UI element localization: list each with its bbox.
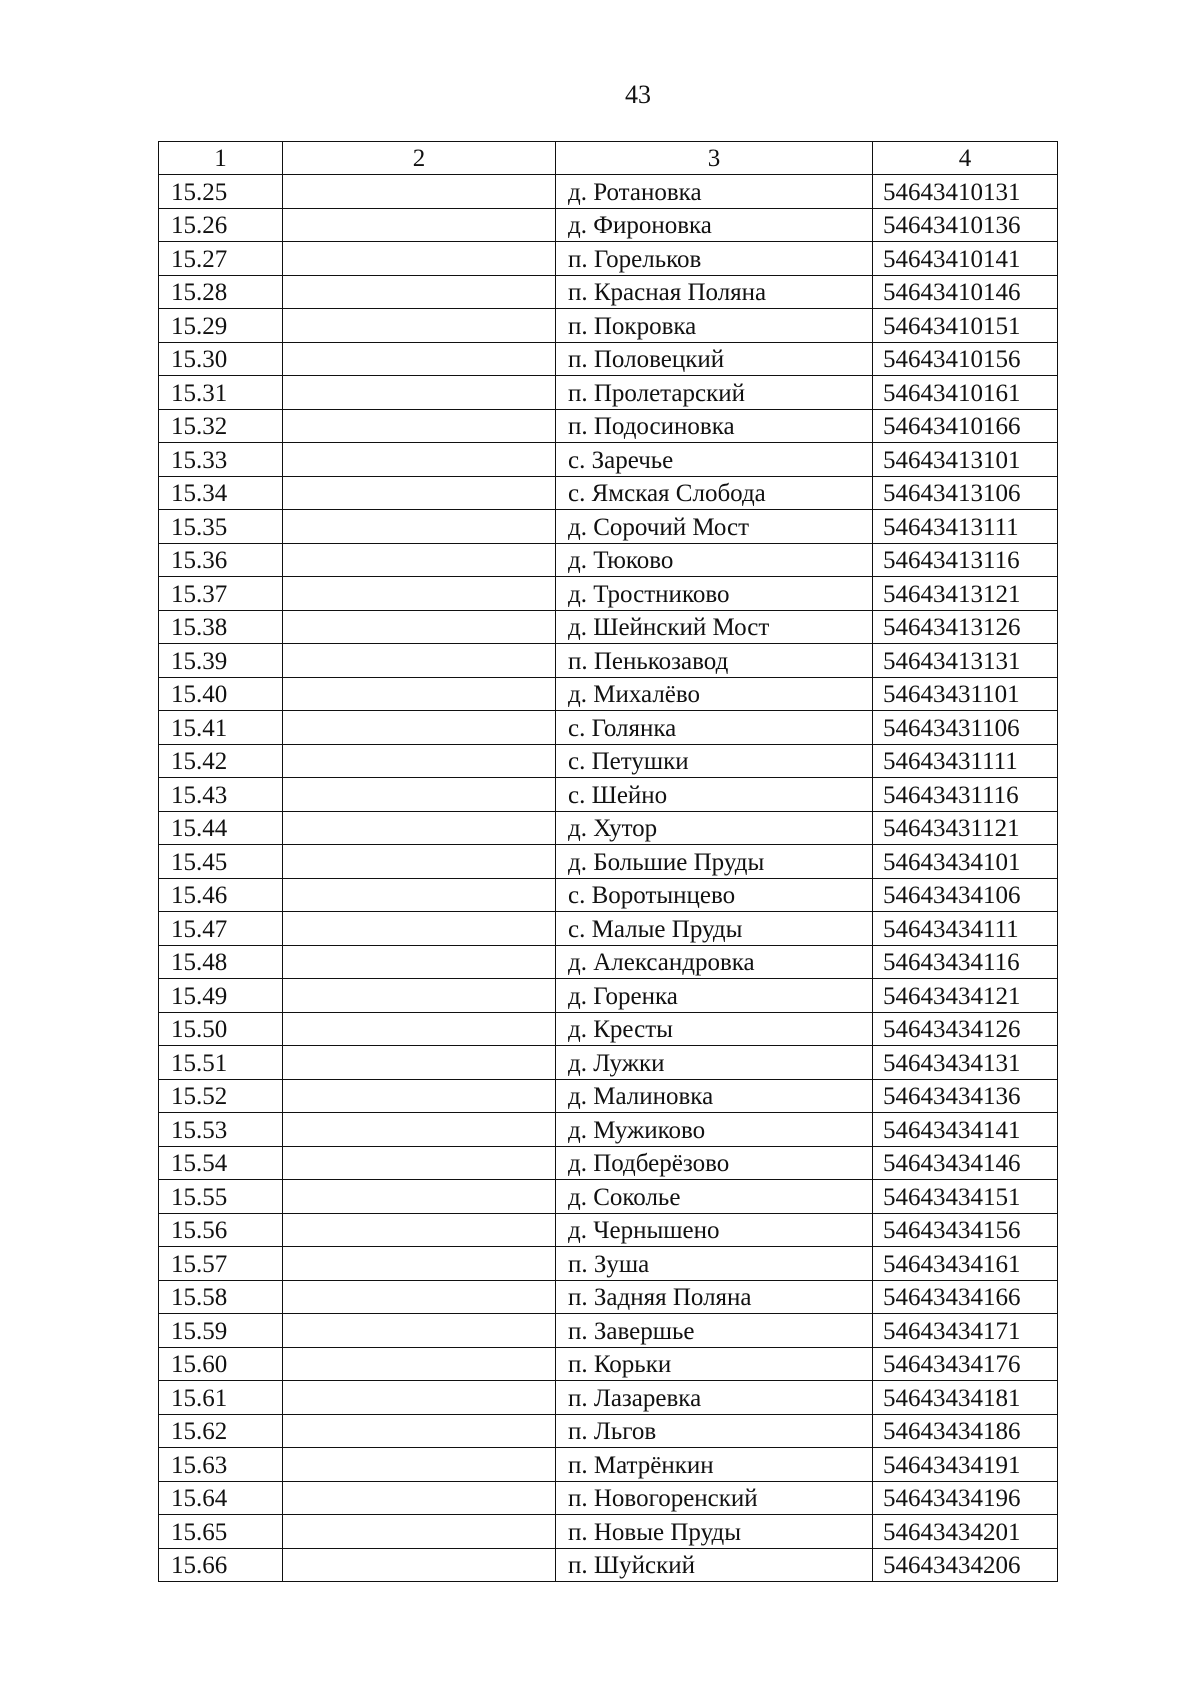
row-number: 15.28 — [159, 275, 283, 309]
row-name — [283, 543, 556, 577]
row-name — [283, 778, 556, 812]
row-number: 15.29 — [159, 309, 283, 343]
row-code: 54643434151 — [873, 1180, 1058, 1214]
row-code: 54643434146 — [873, 1146, 1058, 1180]
table-row — [159, 1213, 1058, 1247]
table-row — [159, 711, 1058, 745]
row-code: 54643413106 — [873, 476, 1058, 510]
row-settlement: п. Льгов — [556, 1414, 873, 1448]
row-number: 15.42 — [159, 744, 283, 778]
row-name — [283, 510, 556, 544]
row-number: 15.60 — [159, 1347, 283, 1381]
table-row — [159, 1314, 1058, 1348]
row-number: 15.47 — [159, 912, 283, 946]
row-settlement: с. Заречье — [556, 443, 873, 477]
row-name — [283, 443, 556, 477]
row-name — [283, 1347, 556, 1381]
row-number: 15.50 — [159, 1012, 283, 1046]
row-code: 54643434131 — [873, 1046, 1058, 1080]
row-name — [283, 1012, 556, 1046]
row-name — [283, 711, 556, 745]
table-row — [159, 342, 1058, 376]
row-number: 15.41 — [159, 711, 283, 745]
row-number: 15.61 — [159, 1381, 283, 1415]
row-name — [283, 376, 556, 410]
row-code: 54643434186 — [873, 1414, 1058, 1448]
settlement-table — [158, 141, 1058, 1582]
row-settlement: д. Ротановка — [556, 175, 873, 209]
row-code: 54643434156 — [873, 1213, 1058, 1247]
row-number: 15.32 — [159, 409, 283, 443]
row-settlement: д. Малиновка — [556, 1079, 873, 1113]
row-name — [283, 275, 556, 309]
row-name — [283, 1046, 556, 1080]
table-row — [159, 1481, 1058, 1515]
table-row — [159, 979, 1058, 1013]
row-name — [283, 1414, 556, 1448]
table-row — [159, 1146, 1058, 1180]
row-code: 54643434141 — [873, 1113, 1058, 1147]
row-settlement: д. Михалёво — [556, 677, 873, 711]
row-code: 54643434166 — [873, 1280, 1058, 1314]
row-settlement: п. Задняя Поляна — [556, 1280, 873, 1314]
column-header-4: 4 — [873, 142, 1058, 175]
table-body — [159, 175, 1058, 1582]
row-code: 54643413101 — [873, 443, 1058, 477]
table-row — [159, 376, 1058, 410]
row-number: 15.25 — [159, 175, 283, 209]
row-code: 54643434121 — [873, 979, 1058, 1013]
row-settlement: п. Лазаревка — [556, 1381, 873, 1415]
table-row — [159, 1548, 1058, 1582]
row-code: 54643434206 — [873, 1548, 1058, 1582]
row-code: 54643410161 — [873, 376, 1058, 410]
row-number: 15.36 — [159, 543, 283, 577]
row-number: 15.45 — [159, 845, 283, 879]
row-name — [283, 1113, 556, 1147]
table-row — [159, 610, 1058, 644]
row-name — [283, 1146, 556, 1180]
row-name — [283, 878, 556, 912]
row-number: 15.34 — [159, 476, 283, 510]
row-name — [283, 476, 556, 510]
row-settlement: с. Ямская Слобода — [556, 476, 873, 510]
row-code: 54643431116 — [873, 778, 1058, 812]
row-code: 54643434176 — [873, 1347, 1058, 1381]
row-settlement: д. Подберёзово — [556, 1146, 873, 1180]
row-settlement: п. Новые Пруды — [556, 1515, 873, 1549]
row-name — [283, 242, 556, 276]
row-number: 15.31 — [159, 376, 283, 410]
row-name — [283, 677, 556, 711]
row-name — [283, 1381, 556, 1415]
row-name — [283, 912, 556, 946]
row-name — [283, 1247, 556, 1281]
table-row — [159, 1180, 1058, 1214]
table-row — [159, 1347, 1058, 1381]
row-settlement: п. Покровка — [556, 309, 873, 343]
row-number: 15.30 — [159, 342, 283, 376]
row-name — [283, 811, 556, 845]
row-number: 15.48 — [159, 945, 283, 979]
row-code: 54643434171 — [873, 1314, 1058, 1348]
row-settlement: д. Кресты — [556, 1012, 873, 1046]
row-name — [283, 1213, 556, 1247]
row-code: 54643434161 — [873, 1247, 1058, 1281]
table-row — [159, 677, 1058, 711]
row-code: 54643431106 — [873, 711, 1058, 745]
row-settlement: с. Шейно — [556, 778, 873, 812]
row-number: 15.66 — [159, 1548, 283, 1582]
row-code: 54643413126 — [873, 610, 1058, 644]
row-name — [283, 175, 556, 209]
row-code: 54643431121 — [873, 811, 1058, 845]
row-name — [283, 644, 556, 678]
row-code: 54643434111 — [873, 912, 1058, 946]
row-settlement: д. Тюково — [556, 543, 873, 577]
row-code: 54643434181 — [873, 1381, 1058, 1415]
row-name — [283, 1180, 556, 1214]
row-number: 15.38 — [159, 610, 283, 644]
table-row — [159, 778, 1058, 812]
table-row — [159, 744, 1058, 778]
row-number: 15.54 — [159, 1146, 283, 1180]
row-number: 15.40 — [159, 677, 283, 711]
row-number: 15.62 — [159, 1414, 283, 1448]
row-settlement: д. Хутор — [556, 811, 873, 845]
table-row — [159, 912, 1058, 946]
table-row — [159, 1113, 1058, 1147]
row-settlement: д. Большие Пруды — [556, 845, 873, 879]
row-name — [283, 1481, 556, 1515]
row-settlement: п. Матрёнкин — [556, 1448, 873, 1482]
row-settlement: д. Сорочий Мост — [556, 510, 873, 544]
row-number: 15.43 — [159, 778, 283, 812]
row-settlement: п. Подосиновка — [556, 409, 873, 443]
table-row — [159, 175, 1058, 209]
row-number: 15.58 — [159, 1280, 283, 1314]
row-code: 54643413116 — [873, 543, 1058, 577]
row-code: 54643410151 — [873, 309, 1058, 343]
table-row — [159, 510, 1058, 544]
row-settlement: д. Чернышено — [556, 1213, 873, 1247]
table-row — [159, 945, 1058, 979]
column-header-3: 3 — [556, 142, 873, 175]
row-settlement: п. Красная Поляна — [556, 275, 873, 309]
table-row — [159, 1515, 1058, 1549]
row-number: 15.26 — [159, 208, 283, 242]
row-number: 15.39 — [159, 644, 283, 678]
row-name — [283, 309, 556, 343]
table-header-row — [159, 142, 1058, 175]
row-code: 54643410146 — [873, 275, 1058, 309]
row-settlement: п. Зуша — [556, 1247, 873, 1281]
row-number: 15.37 — [159, 577, 283, 611]
table-row — [159, 443, 1058, 477]
row-code: 54643434106 — [873, 878, 1058, 912]
table-row — [159, 1046, 1058, 1080]
row-name — [283, 945, 556, 979]
row-settlement: п. Пролетарский — [556, 376, 873, 410]
row-name — [283, 1515, 556, 1549]
table-row — [159, 1280, 1058, 1314]
row-code: 54643431111 — [873, 744, 1058, 778]
row-name — [283, 1079, 556, 1113]
row-name — [283, 1314, 556, 1348]
row-settlement: д. Лужки — [556, 1046, 873, 1080]
row-settlement: п. Горельков — [556, 242, 873, 276]
table-row — [159, 1414, 1058, 1448]
row-settlement: п. Половецкий — [556, 342, 873, 376]
page-number: 43 — [625, 80, 651, 109]
row-name — [283, 1448, 556, 1482]
row-name — [283, 845, 556, 879]
row-code: 54643410131 — [873, 175, 1058, 209]
table-row — [159, 242, 1058, 276]
table-row — [159, 577, 1058, 611]
table-row — [159, 878, 1058, 912]
table-row — [159, 476, 1058, 510]
row-code: 54643434116 — [873, 945, 1058, 979]
row-name — [283, 409, 556, 443]
table-row — [159, 1079, 1058, 1113]
row-number: 15.33 — [159, 443, 283, 477]
row-number: 15.64 — [159, 1481, 283, 1515]
table-row — [159, 644, 1058, 678]
row-number: 15.52 — [159, 1079, 283, 1113]
row-code: 54643434101 — [873, 845, 1058, 879]
row-settlement: с. Воротынцево — [556, 878, 873, 912]
row-number: 15.57 — [159, 1247, 283, 1281]
row-code: 54643413131 — [873, 644, 1058, 678]
row-settlement: д. Шейнский Мост — [556, 610, 873, 644]
row-code: 54643434201 — [873, 1515, 1058, 1549]
row-number: 15.44 — [159, 811, 283, 845]
row-number: 15.65 — [159, 1515, 283, 1549]
table-row — [159, 811, 1058, 845]
row-settlement: п. Завершье — [556, 1314, 873, 1348]
table-row — [159, 309, 1058, 343]
table-row — [159, 208, 1058, 242]
row-number: 15.55 — [159, 1180, 283, 1214]
row-name — [283, 577, 556, 611]
row-code: 54643434126 — [873, 1012, 1058, 1046]
row-settlement: п. Корьки — [556, 1347, 873, 1381]
row-code: 54643434191 — [873, 1448, 1058, 1482]
row-settlement: д. Соколье — [556, 1180, 873, 1214]
table-row — [159, 275, 1058, 309]
row-settlement: д. Александровка — [556, 945, 873, 979]
row-number: 15.56 — [159, 1213, 283, 1247]
row-code: 54643434196 — [873, 1481, 1058, 1515]
table-row — [159, 1448, 1058, 1482]
row-number: 15.63 — [159, 1448, 283, 1482]
row-settlement: п. Пенькозавод — [556, 644, 873, 678]
table-row — [159, 1381, 1058, 1415]
table-row — [159, 543, 1058, 577]
row-code: 54643410136 — [873, 208, 1058, 242]
row-number: 15.27 — [159, 242, 283, 276]
row-settlement: с. Петушки — [556, 744, 873, 778]
row-name — [283, 1280, 556, 1314]
row-name — [283, 979, 556, 1013]
row-number: 15.51 — [159, 1046, 283, 1080]
column-header-2: 2 — [283, 142, 556, 175]
row-settlement: д. Мужиково — [556, 1113, 873, 1147]
row-code: 54643431101 — [873, 677, 1058, 711]
row-settlement: д. Горенка — [556, 979, 873, 1013]
row-name — [283, 744, 556, 778]
row-number: 15.46 — [159, 878, 283, 912]
row-code: 54643434136 — [873, 1079, 1058, 1113]
row-number: 15.59 — [159, 1314, 283, 1348]
table-row — [159, 845, 1058, 879]
row-number: 15.53 — [159, 1113, 283, 1147]
row-name — [283, 342, 556, 376]
row-code: 54643410166 — [873, 409, 1058, 443]
table-row — [159, 1012, 1058, 1046]
row-number: 15.35 — [159, 510, 283, 544]
table-row — [159, 1247, 1058, 1281]
row-code: 54643413111 — [873, 510, 1058, 544]
row-settlement: п. Шуйский — [556, 1548, 873, 1582]
row-settlement: с. Малые Пруды — [556, 912, 873, 946]
row-settlement: с. Голянка — [556, 711, 873, 745]
row-name — [283, 1548, 556, 1582]
table-row — [159, 409, 1058, 443]
row-code: 54643410141 — [873, 242, 1058, 276]
row-code: 54643413121 — [873, 577, 1058, 611]
row-settlement: п. Новогоренский — [556, 1481, 873, 1515]
row-name — [283, 610, 556, 644]
row-settlement: д. Фироновка — [556, 208, 873, 242]
row-number: 15.49 — [159, 979, 283, 1013]
column-header-1: 1 — [159, 142, 283, 175]
row-code: 54643410156 — [873, 342, 1058, 376]
row-name — [283, 208, 556, 242]
row-settlement: д. Тростниково — [556, 577, 873, 611]
